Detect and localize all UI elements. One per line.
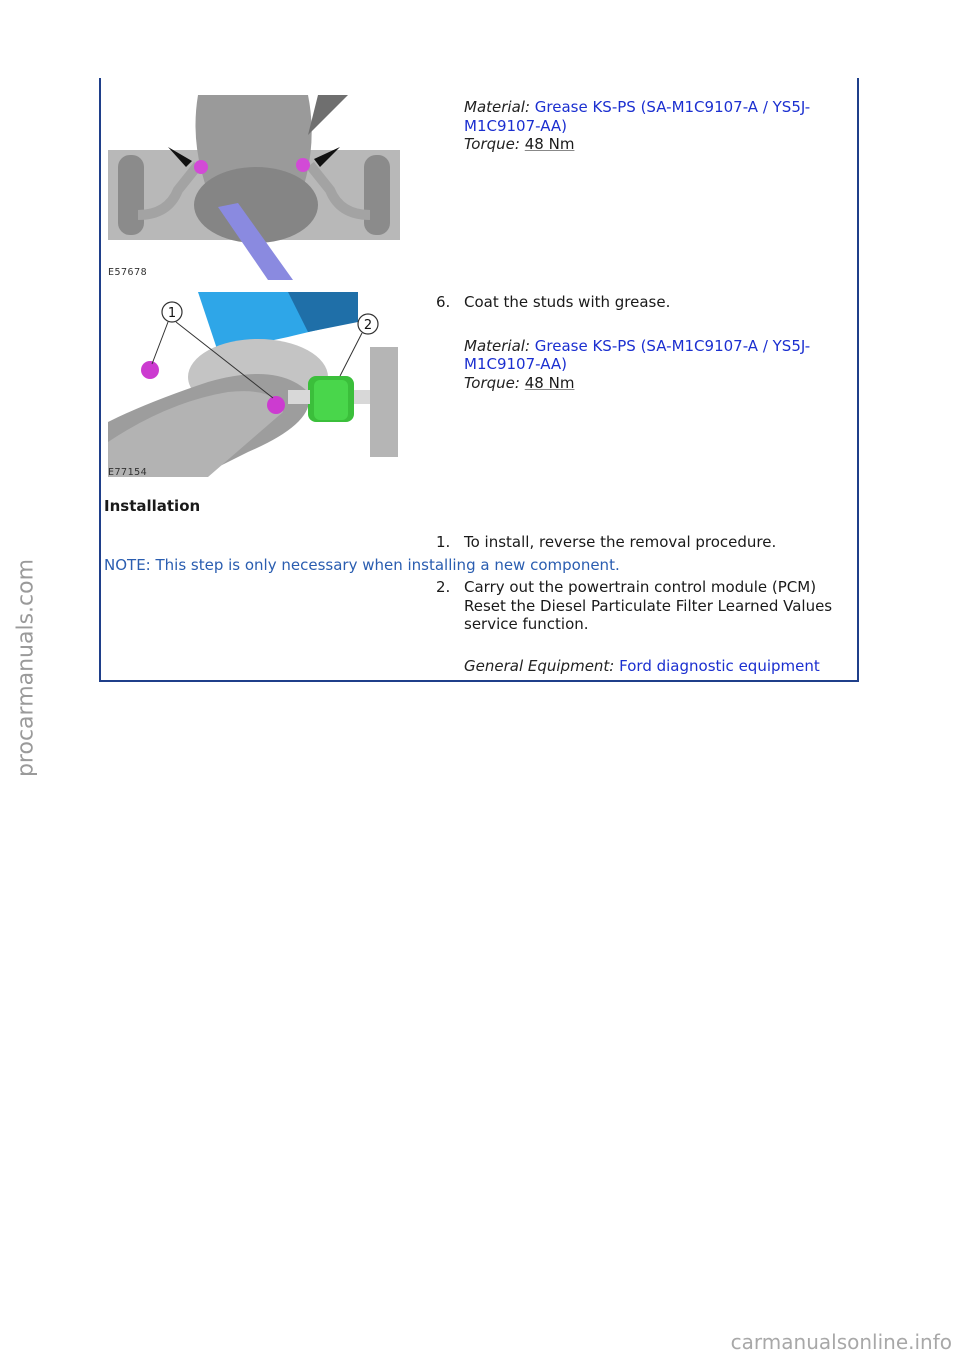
equipment-label: General Equipment: (464, 657, 615, 675)
figure-code: E57678 (108, 267, 148, 278)
material-link[interactable]: Grease KS-PS (SA-M1C9107-A / YS5J- (534, 337, 811, 355)
callout-2: 2 (363, 318, 373, 333)
install-step-2-line2: Reset the Diesel Particulate Filter Learned Values (464, 597, 833, 615)
material-link-cont[interactable]: M1C9107-AA) (464, 355, 568, 373)
material-spec (464, 337, 854, 356)
torque-value: 48 Nm (524, 135, 575, 153)
torque-value: 48 Nm (524, 374, 575, 392)
install-step-2-number: 2. (436, 578, 451, 596)
material-label: Material: (464, 337, 530, 355)
step-6-text: Coat the studs with grease. (464, 293, 671, 311)
equipment-link[interactable]: Ford diagnostic equipment (619, 657, 820, 675)
material-link[interactable]: Grease KS-PS (SA-M1C9107-A / YS5J- (534, 98, 811, 116)
material-link-cont[interactable]: M1C9107-AA) (464, 117, 568, 135)
step-6-number: 6. (436, 293, 451, 311)
torque-label: Torque: (464, 374, 520, 392)
note-text: NOTE: This step is only necessary when installing a new component. (104, 556, 620, 574)
install-step-1-number: 1. (436, 533, 451, 551)
install-step-1-text: To install, reverse the removal procedure. (464, 533, 777, 551)
side-watermark (6, 548, 46, 788)
torque-spec (464, 374, 574, 393)
footer-watermark: carmanualsonline.info (730, 1330, 952, 1354)
side-watermark-text: procarmanuals.com (13, 558, 39, 778)
exhaust-studs-figure (108, 292, 398, 477)
callout-1: 1 (167, 306, 177, 321)
equipment-spec (464, 657, 820, 676)
exhaust-mounting-figure (108, 95, 400, 280)
material-label: Material: (464, 98, 530, 116)
material-spec (464, 98, 854, 117)
torque-label: Torque: (464, 135, 520, 153)
section-heading: Installation (104, 497, 201, 515)
install-step-2-line1: Carry out the powertrain control module (PCM) (464, 578, 817, 596)
figure-code: E77154 (108, 467, 148, 478)
install-step-2-line3: service function. (464, 615, 589, 633)
torque-spec (464, 135, 574, 154)
